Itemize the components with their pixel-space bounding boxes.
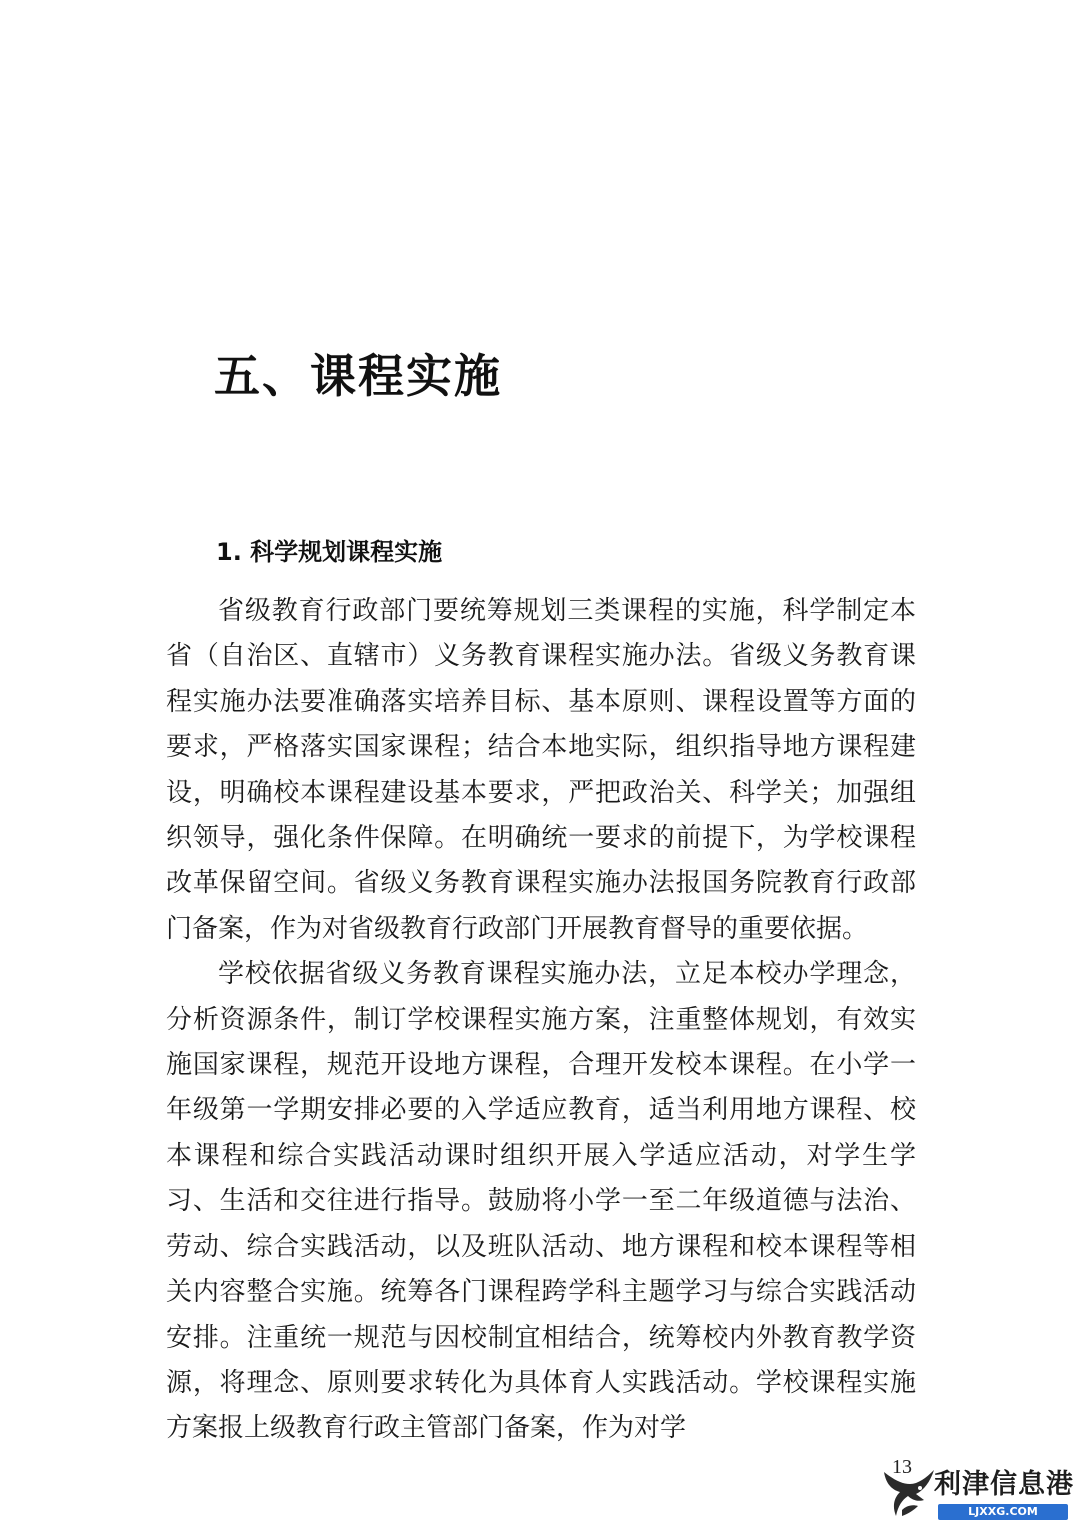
- section-heading: 1. 科学规划课程实施: [216, 538, 443, 566]
- watermark-site-name: 利津信息港: [934, 1469, 1074, 1500]
- body-text: [166, 589, 916, 1452]
- chapter-title: 五、课程实施: [214, 349, 502, 403]
- page-number: 13: [892, 1456, 912, 1478]
- paragraph: 省级教育行政部门要统筹规划三类课程的实施，科学制定本省（自治区、直辖市）义务教育课程实施办法。省级义务教育课程实施办法要准确落实培养目标、基本原则、课程设置等方面的要求，严格落实国家课程；结合本地实际，组织指导地方课程建设，明确校本课程建设基本要求，严把政治关、科学关；加强组织领导，强化条件保障。在明确统一要求的前提下，为学校课程改革保留空间。省级义务教育课程实施办法报国务院教育行政部门备案，作为对省级教育行政部门开展教育督导的重要依据。: [166, 596, 916, 944]
- paragraph: 学校依据省级义务教育课程实施办法，立足本校办学理念，分析资源条件，制订学校课程实施方案，注重整体规划，有效实施国家课程，规范开设地方课程，合理开发校本课程。在小学一年级第一学期安排必要的入学适应教育，适当利用地方课程、校本课程和综合实践活动课时组织开展入学适应活动，对学生学习、生活和交往进行指导。鼓励将小学一至二年级道德与法治、劳动、综合实践活动，以及班队活动、地方课程和校本课程等相关内容整合实施。统筹各门课程跨学科主题学习与综合实践活动安排。注重统一规范与因校制宜相结合，统筹校内外教育教学资源，将理念、原则要求转化为具体育人实践活动。学校课程实施方案报上级教育行政主管部门备案，作为对学: [166, 959, 916, 1444]
- watermark-url: LJXXG.COM: [938, 1504, 1068, 1520]
- site-watermark: [880, 1466, 1076, 1522]
- eagle-logo-icon: [880, 1466, 938, 1522]
